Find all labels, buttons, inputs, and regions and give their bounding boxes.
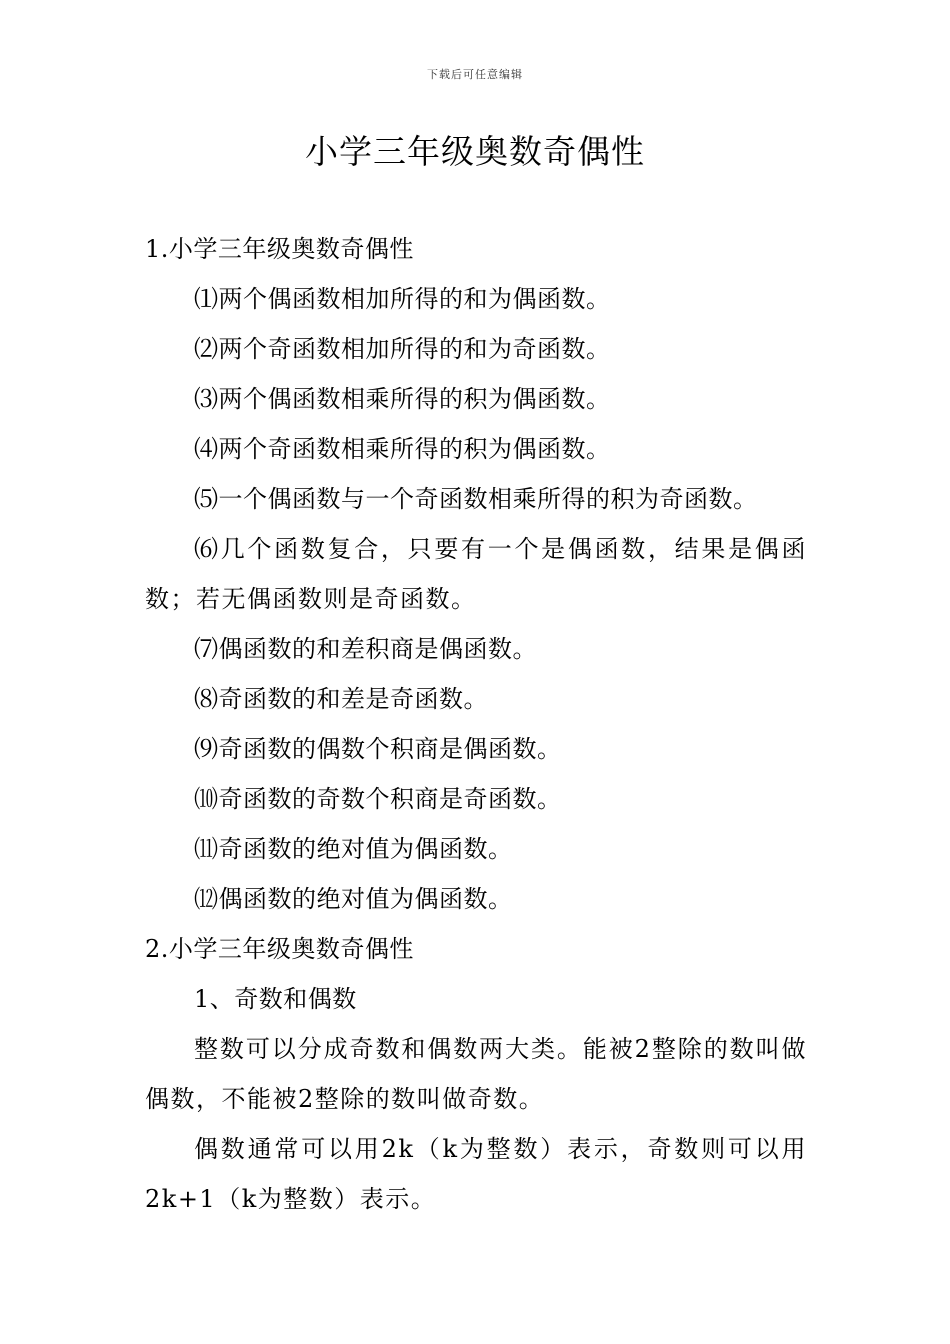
header-note: 下载后可任意编辑 bbox=[427, 68, 523, 81]
section-heading-1: 1.小学三年级奥数奇偶性 bbox=[145, 235, 414, 263]
list-item: ⑶两个偶函数相乘所得的积为偶函数。 bbox=[194, 385, 611, 413]
list-item: ⑿偶函数的绝对值为偶函数。 bbox=[194, 885, 513, 913]
list-item: ⑾奇函数的绝对值为偶函数。 bbox=[194, 835, 513, 863]
list-item: ⑽奇函数的奇数个积商是奇函数。 bbox=[194, 785, 562, 813]
list-item: ⑴两个偶函数相加所得的和为偶函数。 bbox=[194, 285, 611, 313]
list-item: ⑻奇函数的和差是奇函数。 bbox=[194, 685, 488, 713]
list-item: ⑵两个奇函数相加所得的和为奇函数。 bbox=[194, 335, 611, 363]
paragraph: 偶数通常可以用2k（k为整数）表示，奇数则可以用2k+1（k为整数）表示。 bbox=[145, 1135, 807, 1213]
list-item: ⑼奇函数的偶数个积商是偶函数。 bbox=[194, 735, 562, 763]
paragraph: 整数可以分成奇数和偶数两大类。能被2整除的数叫做偶数，不能被2整除的数叫做奇数。 bbox=[145, 1035, 807, 1113]
list-item: ⑺偶函数的和差积商是偶函数。 bbox=[194, 635, 537, 663]
list-item: ⑸一个偶函数与一个奇函数相乘所得的积为奇函数。 bbox=[194, 485, 758, 513]
document-body bbox=[145, 224, 807, 1224]
list-item-wrapped: ⑹几个函数复合，只要有一个是偶函数，结果是偶函数；若无偶函数则是奇函数。 bbox=[145, 535, 807, 613]
section-heading-2: 2.小学三年级奥数奇偶性 bbox=[145, 935, 414, 963]
page-title: 小学三年级奥数奇偶性 bbox=[305, 132, 645, 171]
list-item: ⑷两个奇函数相乘所得的积为偶函数。 bbox=[194, 435, 611, 463]
subsection-heading: 1、奇数和偶数 bbox=[194, 985, 357, 1013]
